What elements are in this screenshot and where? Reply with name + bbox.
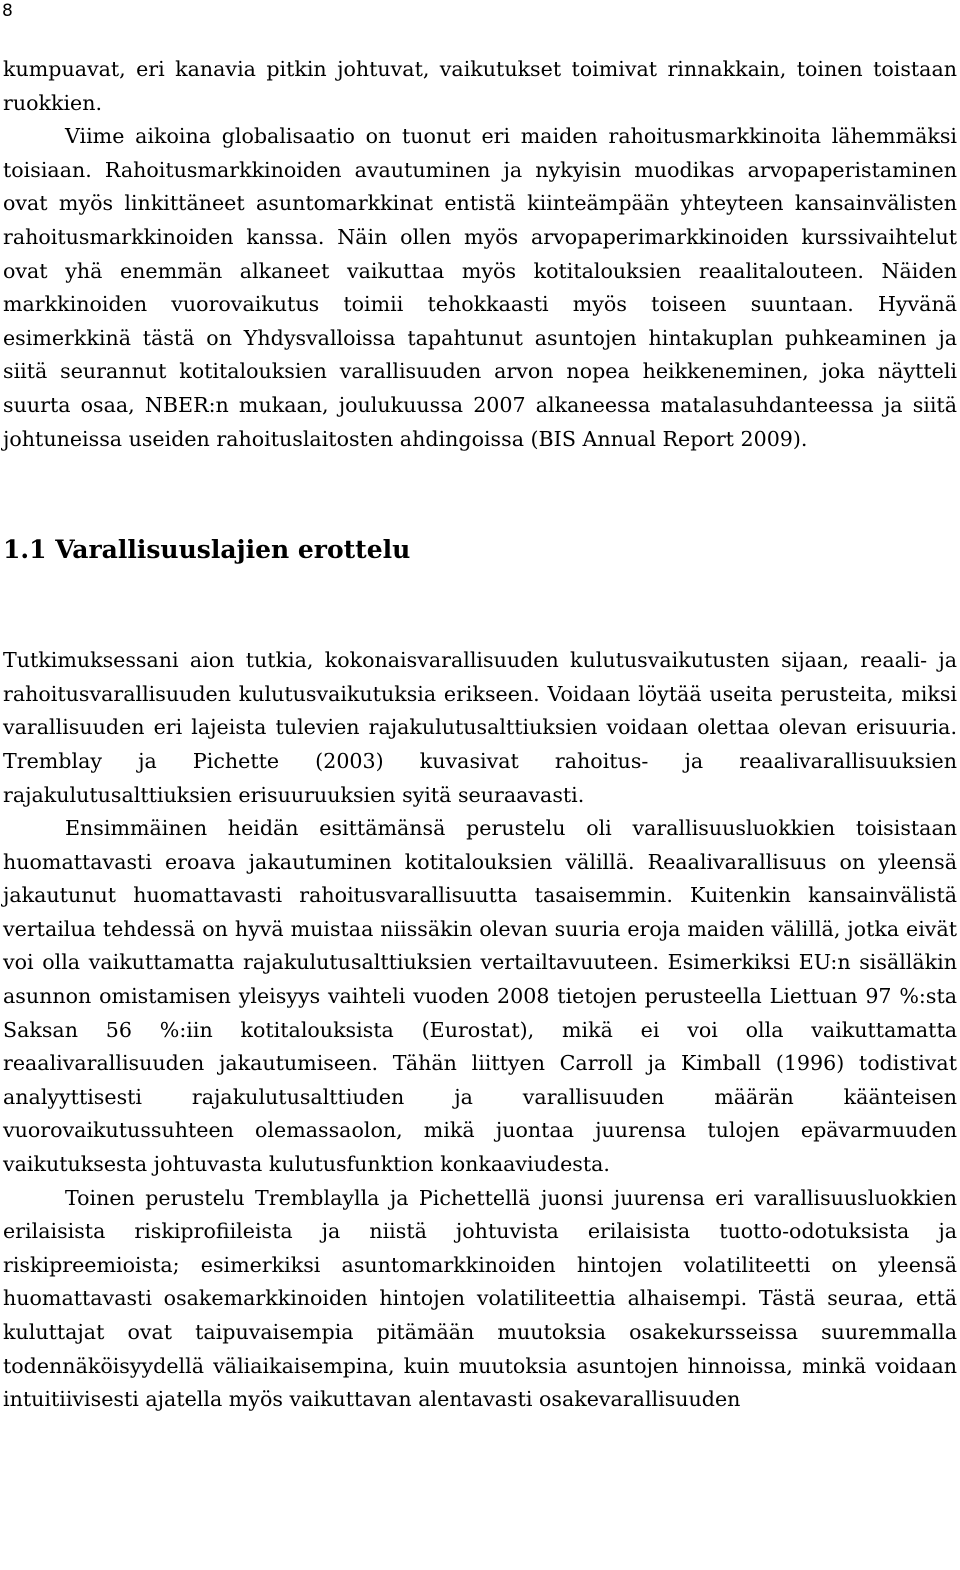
paragraph-globalisation: Viime aikoina globalisaatio on tuonut eri maiden rahoitusmarkkinoita lähemmäksi toisiaan. Rahoitusmarkkinoiden avautuminen ja nykyisin muodikas arvopaperistaminen ovat myös linkittäneet asuntomarkkinat entistä kiinteämpään yhteyteen kansainvälisten rahoitusmarkkinoiden kanssa. Näin ollen myös arvopaperimarkkinoiden kurssivaihtelut ovat yhä enemmän alkaneet vaikuttaa myös kotitalouksien reaalitalouteen. Näiden markkinoiden vuorovaikutus toimii tehokkaasti myös toiseen suuntaan. Hyvänä esimerkkinä tästä on Yhdysvalloissa tapahtunut asuntojen hintakuplan puhkeaminen ja siitä seurannut kotitalouksien varallisuuden arvon nopea heikkeneminen, joka näytteli suurta osaa, NBER:n mukaan, joulukuussa 2007 alkaneessa matalasuhdanteessa ja siitä johtuneissa useiden rahoituslaitosten ahdingoissa (BIS Annual Report 2009). — [3, 124, 957, 451]
section-heading: 1.1 Varallisuuslajien erottelu — [3, 535, 411, 565]
paragraph-continuation: kumpuavat, eri kanavia pitkin johtuvat, vaikutukset toimivat rinnakkain, toinen toistaan ruokkien. — [3, 57, 957, 115]
page-number: 8 — [2, 1, 13, 21]
paragraph-section-intro: Tutkimuksessani aion tutkia, kokonaisvarallisuuden kulutusvaikutusten sijaan, reaali- ja rahoitusvarallisuuden kulutusvaikutuksia erikseen. Voidaan löytää useita perusteita, miksi varallisuuden eri lajeista tulevien rajakulutusalttiuksien voidaan olettaa olevan erisuuria. Tremblay ja Pichette (2003) kuvasivat rahoitus- ja reaalivarallisuuksien rajakulutusalttiuksien erisuuruuksien syitä seuraavasti. — [3, 648, 957, 807]
paragraph-first-reason: Ensimmäinen heidän esittämänsä perustelu oli varallisuusluokkien toisistaan huomattavasti eroava jakautuminen kotitalouksien välillä. Reaalivarallisuus on yleensä jakautunut huomattavasti rahoitusvarallisuutta tasaisemmin. Kuitenkin kansainvälistä vertailua tehdessä on hyvä muistaa niissäkin olevan suuria eroja maiden välillä, jotka eivät voi olla vaikuttamatta rajakulutusalttiuksien vertailtavuuteen. Esimerkiksi EU:n sisälläkin asunnon omistamisen yleisyys vaihteli vuoden 2008 tietojen perusteella Liettuan 97 %:sta Saksan 56 %:iin kotitalouksista (Eurostat), mikä ei voi olla vaikuttamatta reaalivarallisuuden jakautumiseen. Tähän liittyen Carroll ja Kimball (1996) todistivat analyyttisesti rajakulutusalttiuden ja varallisuuden määrän käänteisen vuorovaikutussuhteen olemassaolon, mikä juontaa juurensa tulojen epävarmuuden vaikutuksesta johtuvasta kulutusfunktion konkaaviudesta. — [3, 816, 957, 1177]
paragraph-second-reason: Toinen perustelu Tremblaylla ja Pichettellä juonsi juurensa eri varallisuusluokkien erilaisista riskiprofiileista ja niistä johtuvista erilaisista tuotto-odotuksista ja riskipreemioista; esimerkiksi asuntomarkkinoiden hintojen volatiliteetti on yleensä huomattavasti osakemarkkinoiden hintojen volatiliteettia alhaisempi. Tästä seuraa, että kuluttajat ovat taipuvaisempia pitämään muutoksia osakekursseissa suuremmalla todennäköisyydellä väliaikaisempina, kuin muutoksia asuntojen hinnoissa, minkä voidaan intuitiivisesti ajatella myös vaikuttavan alentavasti osakevarallisuuden — [3, 1185, 957, 1412]
document-body — [3, 53, 957, 1417]
section-body — [3, 644, 957, 1417]
